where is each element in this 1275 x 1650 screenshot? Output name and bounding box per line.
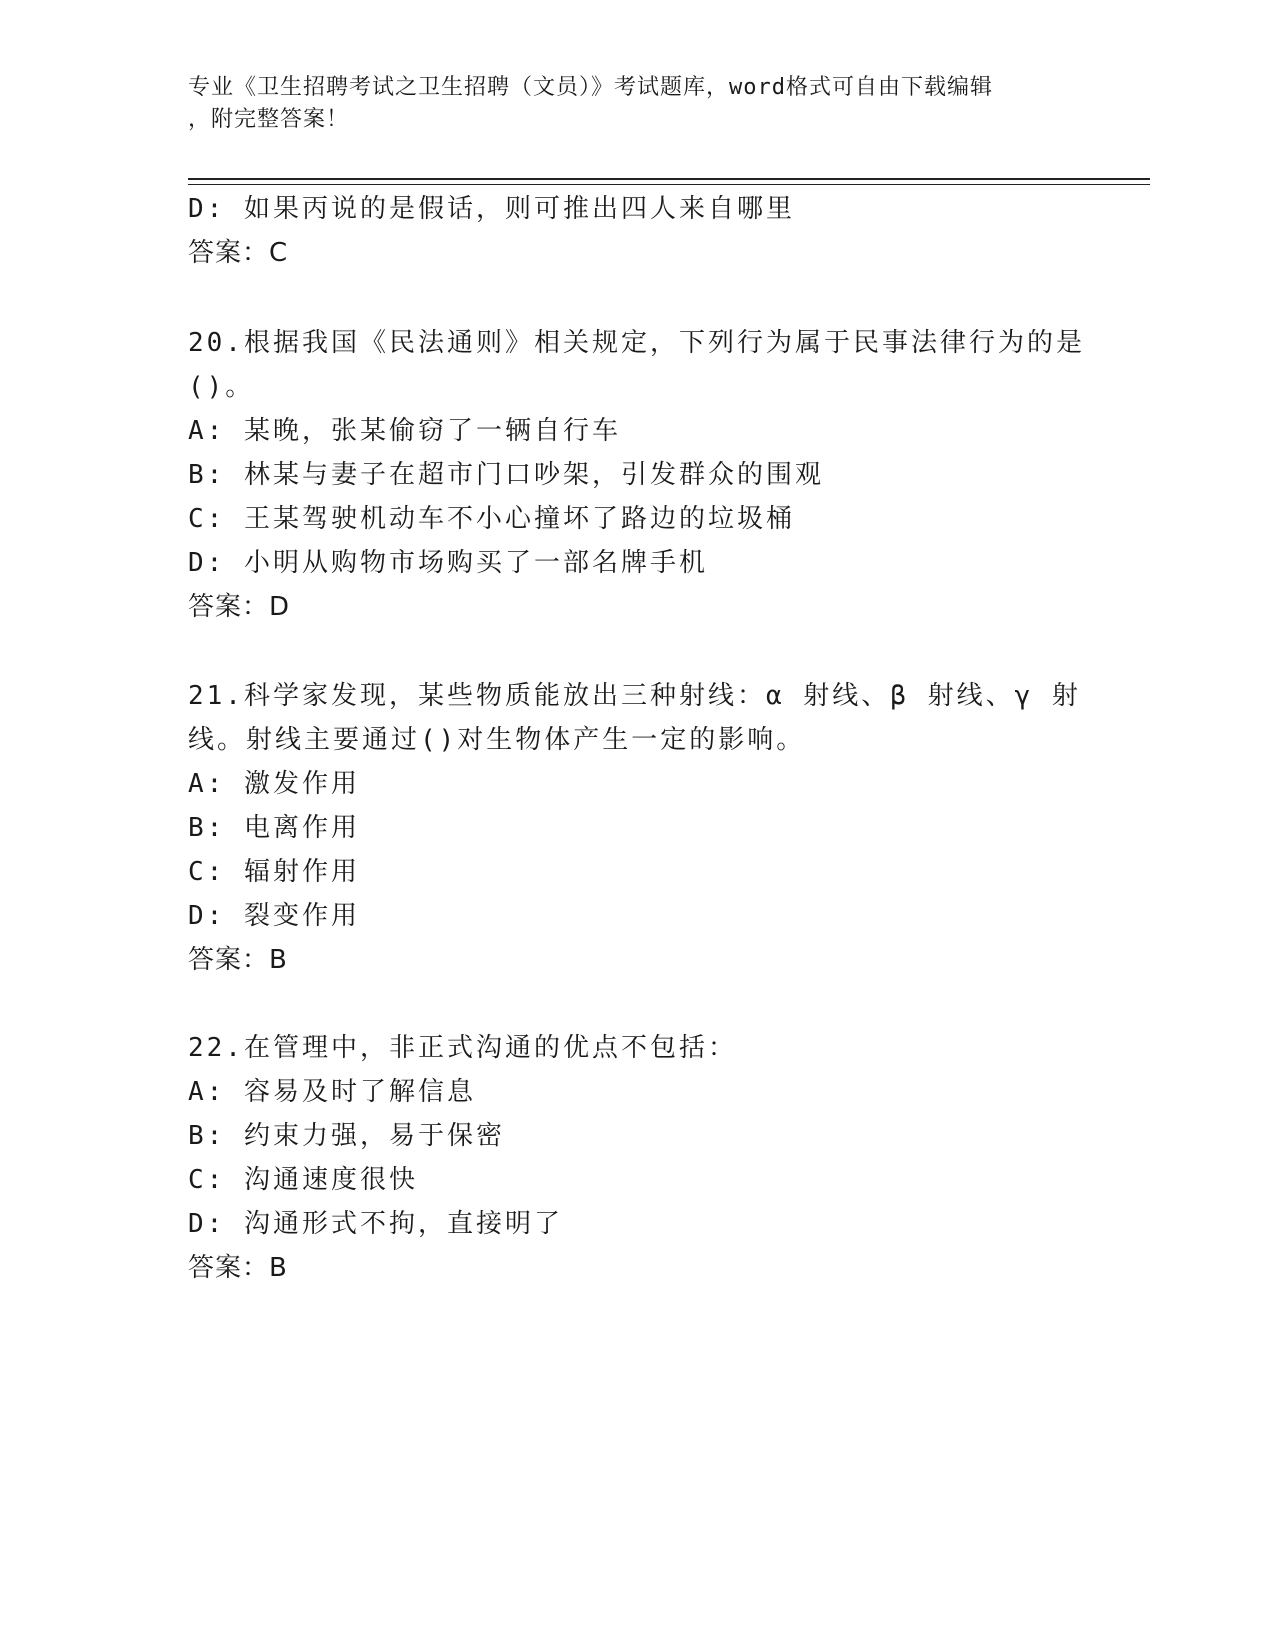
document-header: [188, 72, 1088, 136]
header-line-2: ，附完整答案！: [188, 107, 350, 132]
q22-option-b: B: 约束力强，易于保密: [188, 1121, 505, 1151]
header-divider-thin: [188, 184, 1150, 185]
q22-answer: 答案：B: [188, 1253, 288, 1283]
q20-option-b: B: 林某与妻子在超市门口吵架，引发群众的围观: [188, 460, 824, 490]
q21-stem-line-2: 线。射线主要通过()对生物体产生一定的影响。: [188, 725, 806, 755]
q20-option-d: D: 小明从购物市场购买了一部名牌手机: [188, 548, 708, 578]
prev-question-option-d: D: 如果丙说的是假话，则可推出四人来自哪里: [188, 194, 795, 224]
q22-stem-line-1: 22.在管理中，非正式沟通的优点不包括：: [188, 1033, 737, 1063]
q21-option-a: A: 激发作用: [188, 769, 360, 799]
header-line-1: 专业《卫生招聘考试之卫生招聘（文员）》考试题库，word格式可自由下载编辑: [188, 75, 993, 100]
q22-option-c: C: 沟通速度很快: [188, 1165, 418, 1195]
q20-option-c: C: 王某驾驶机动车不小心撞坏了路边的垃圾桶: [188, 504, 795, 534]
q20-option-a: A: 某晚，张某偷窃了一辆自行车: [188, 416, 621, 446]
q20-stem-line-1: 20.根据我国《民法通则》相关规定，下列行为属于民事法律行为的是: [188, 328, 1085, 358]
q21-option-d: D: 裂变作用: [188, 901, 360, 931]
q20-stem-line-2: ()。: [188, 372, 255, 402]
prev-question-answer: 答案：C: [188, 238, 289, 268]
q21-stem-line-1: 21.科学家发现，某些物质能放出三种射线：α 射线、β 射线、γ 射: [188, 681, 1081, 711]
header-divider-thick: [188, 178, 1150, 180]
q20-answer: 答案：D: [188, 592, 291, 622]
q21-option-b: B: 电离作用: [188, 813, 360, 843]
q22-option-d: D: 沟通形式不拘，直接明了: [188, 1209, 563, 1239]
q21-answer: 答案：B: [188, 945, 288, 975]
q21-option-c: C: 辐射作用: [188, 857, 360, 887]
q22-option-a: A: 容易及时了解信息: [188, 1077, 476, 1107]
